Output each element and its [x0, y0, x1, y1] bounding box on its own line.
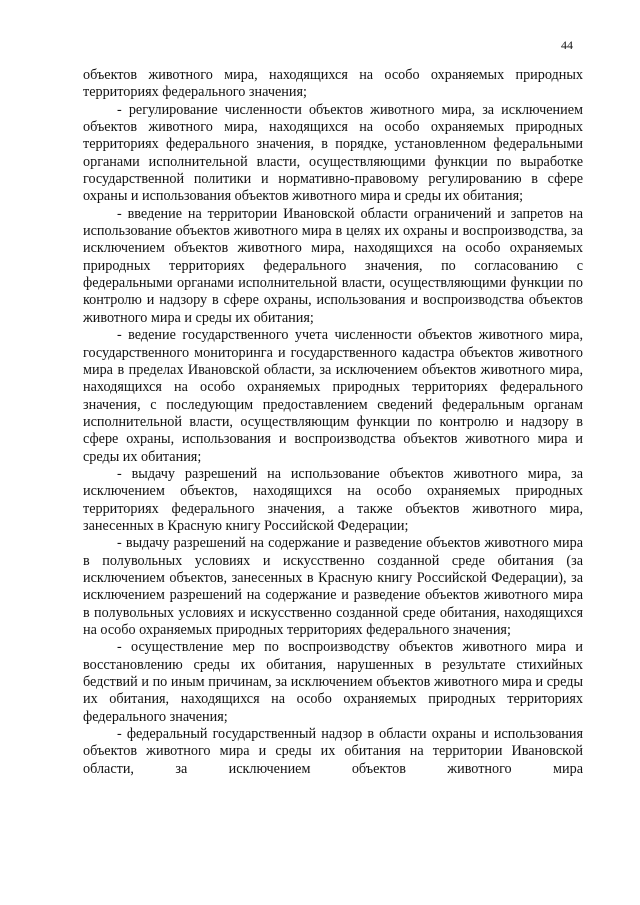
list-item-federal-supervision: - федеральный государственный надзор в области охраны и использования объектов животного мира и среды их обитания на территории Ивановской области, за исключением объектов животного мира	[83, 726, 583, 777]
paragraph-continuation: объектов животного мира, находящихся на особо охраняемых природных территориях федерального значения;	[83, 67, 583, 101]
list-item-state-accounting: - ведение государственного учета численности объектов животного мира, государственного мониторинга и государственного кадастра объектов животного мира в пределах Ивановской области, за исключением объектов животного мира, находящихся на особо охраняемых природных территориях федерального значения, с последующим предоставлением сведений федеральным органам исполнительной власти, осуществляющим функции по контролю и надзору в сфере охраны, использования и воспроизводства объектов животного мира и среды их обитания;	[83, 327, 583, 465]
page-number: 44	[561, 38, 573, 52]
list-item-breeding-permits: - выдачу разрешений на содержание и разведение объектов животного мира в полувольных условиях и искусственно созданной среде обитания (за исключением объектов, занесенных в Красную книгу Российской Федерации), за исключением разрешений на содержание и разведение объектов животного мира в полувольных условиях и искусственно созданной среде обитания, находящихся на особо охраняемых природных территориях федерального значения;	[83, 535, 583, 638]
list-item-population-regulation: - регулирование численности объектов животного мира, за исключением объектов животного мира, находящихся на особо охраняемых природных территориях федерального значения, в порядке, установленном федеральными органами исполнительной власти, осуществляющими функции по выработке государственной политики и нормативно-правовому регулированию в сфере охраны и использования объектов животного мира и среды их обитания;	[83, 101, 583, 205]
list-item-reproduction-measures: - осуществление мер по воспроизводству объектов животного мира и восстановлению среды их обитания, нарушенных в результате стихийных бедствий и по иным причинам, за исключением объектов животного мира и среды их обитания, находящихся на особо охраняемых природных территориях федерального значения;	[83, 639, 583, 725]
list-item-restrictions: - введение на территории Ивановской области ограничений и запретов на использование объектов животного мира в целях их охраны и воспроизводства, за исключением объектов животного мира, находящихся на особо охраняемых природных территориях федерального значения, по согласованию с федеральными органами исполнительной власти, осуществляющими функции по контролю и надзору в сфере охраны, использования и воспроизводства объектов животного мира и среды их обитания;	[83, 205, 583, 326]
list-item-use-permits: - выдачу разрешений на использование объектов животного мира, за исключением объектов, находящихся на особо охраняемых природных территориях федерального значения, а также объектов животного мира, занесенных в Красную книгу Российской Федерации;	[83, 465, 583, 534]
document-body	[83, 67, 583, 778]
